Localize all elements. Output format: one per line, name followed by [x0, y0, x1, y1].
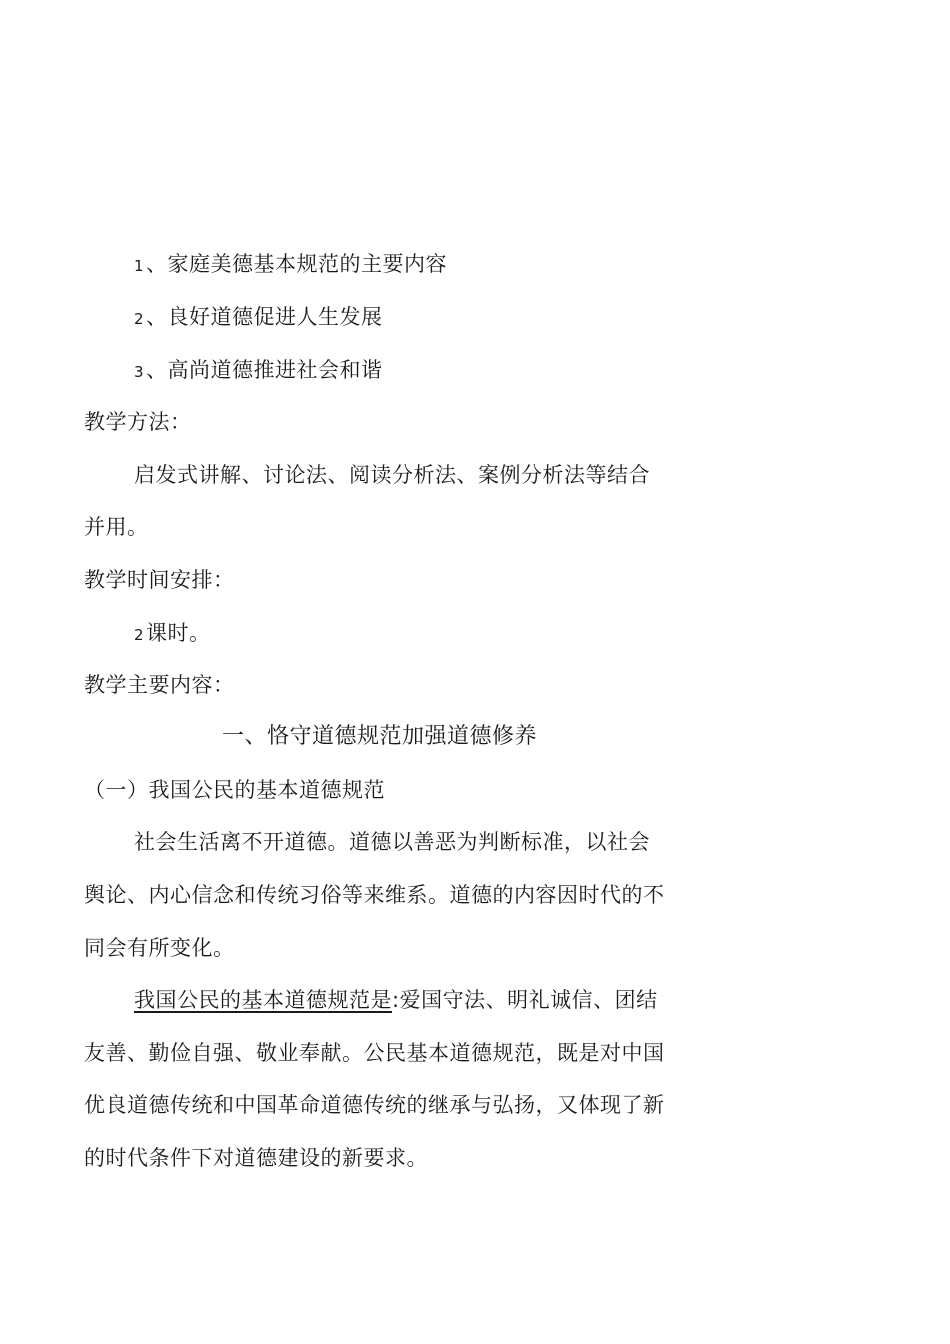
methods-line-1: 启发式讲解、讨论法、阅读分析法、案例分析法等结合	[134, 463, 650, 487]
objective-item-2-number: 2	[134, 310, 145, 328]
paragraph-1-line-2: 舆论、内心信念和传统习俗等来维系。道德的内容因时代的不	[84, 883, 665, 907]
objective-item-1	[134, 250, 447, 280]
objective-item-3-number: 3	[134, 363, 145, 381]
objective-item-1-number: 1	[134, 257, 145, 275]
schedule-value	[134, 619, 211, 649]
objective-item-2	[134, 303, 383, 333]
objective-item-2-text: 、良好道德促进人生发展	[146, 305, 383, 329]
paragraph-1-line-3: 同会有所变化。	[84, 936, 235, 960]
paragraph-2-line-1-rest: :爱国守法、明礼诚信、团结	[392, 988, 658, 1012]
section-title: 一、恪守道德规范加强道德修养	[222, 724, 538, 749]
paragraph-2-line-2: 友善、勤俭自强、敬业奉献。公民基本道德规范，既是对中国	[84, 1041, 665, 1065]
schedule-label: 教学时间安排：	[84, 568, 235, 592]
paragraph-2-line-3: 优良道德传统和中国革命道德传统的继承与弘扬，又体现了新	[84, 1093, 665, 1117]
objective-item-3	[134, 356, 383, 386]
paragraph-2-line-1	[134, 986, 658, 1014]
underlined-phrase: 我国公民的基本道德规范是	[134, 988, 392, 1012]
content-label: 教学主要内容：	[84, 673, 235, 697]
objective-item-1-text: 、家庭美德基本规范的主要内容	[146, 252, 448, 276]
methods-line-2: 并用。	[84, 515, 149, 539]
subsection-title: （一）我国公民的基本道德规范	[84, 778, 385, 802]
schedule-unit: 课时。	[146, 621, 211, 645]
objective-item-3-text: 、高尚道德推进社会和谐	[146, 358, 383, 382]
schedule-hours: 2	[134, 626, 145, 644]
paragraph-2-line-4: 的时代条件下对道德建设的新要求。	[84, 1146, 428, 1170]
paragraph-1-line-1: 社会生活离不开道德。道德以善恶为判断标准，以社会	[134, 830, 650, 854]
methods-label: 教学方法：	[84, 410, 192, 434]
